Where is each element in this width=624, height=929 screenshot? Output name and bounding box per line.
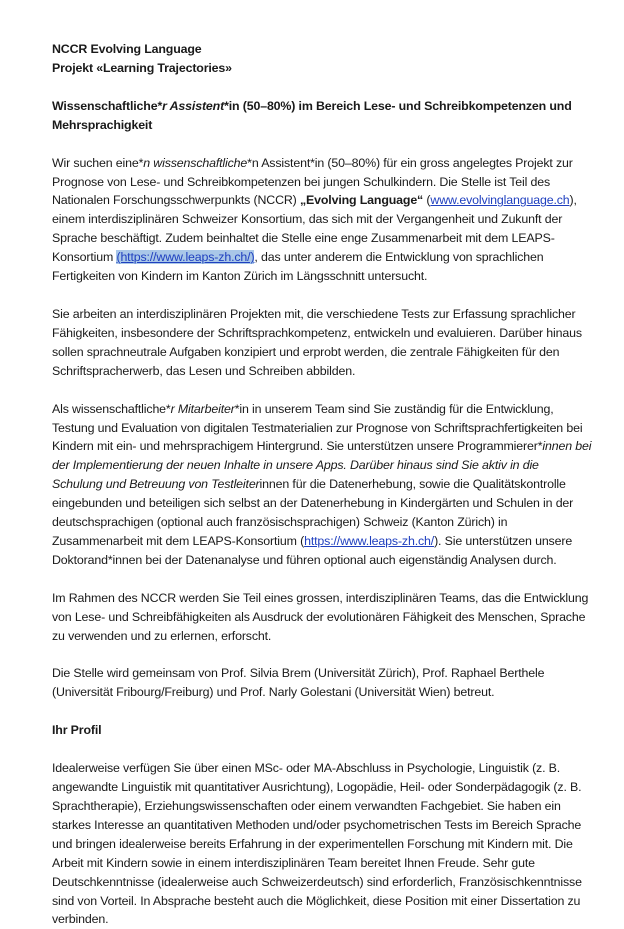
project-title: Projekt «Learning Trajectories» <box>52 60 232 75</box>
text: Wir suchen eine* <box>52 155 144 170</box>
nccr-name: „Evolving Language“ <box>299 193 424 208</box>
role-paragraph <box>52 400 592 570</box>
job-title <box>52 97 592 135</box>
selected-leaps-link[interactable] <box>116 250 254 264</box>
text: ). Sie unterstützen unsere Doktorand*innen bei der Datenanalyse und führen optional auch eigenständig Analysen durch. <box>52 533 573 567</box>
org-title: NCCR Evolving Language <box>52 42 202 56</box>
leaps-link[interactable]: (https://www.leaps-zh.ch/) <box>116 250 255 265</box>
intro-paragraph <box>52 154 592 286</box>
text: , das unter anderem die Entwicklung von sprachlichen Fertigkeiten von Kindern im Kanton Zürich im Längsschnitt untersucht. <box>52 250 544 284</box>
job-title-italic: r Assistent <box>162 98 225 113</box>
team-paragraph: Im Rahmen des NCCR werden Sie Teil eines grossen, interdisziplinären Teams, das die Entwicklung von Lese- und Schreibfähigkeiten als Ausdruck der evolutionären Fähigkeit des Menschen, Sprache zu verwenden und zu erlernen, erforscht. <box>52 590 589 643</box>
job-title-part: Wissenschaftliche* <box>52 98 163 113</box>
text: innen für die Datenerhebung, sowie die Qualitätskontrolle eingebunden und beteiligen sich selbst an der Datenerhebung in Kindergärten und Schulen in der deutschsprachigen (optional auch französischsprachigen) Schweiz (Kanton Zürich) in Zusammenarbeit mit dem LEAPS-Konsortium ( <box>52 477 574 548</box>
evolvinglanguage-link[interactable]: www.evolvinglanguage.ch <box>430 193 570 208</box>
text: *n Assistent*in (50–80%) für ein gross angelegtes Projekt zur Prognose von Lese- und Schreibkompetenzen bei jungen Schulkindern. Die Stelle ist Teil des Nationalen Forschungsschwerpunkts (NCCR) <box>52 155 573 208</box>
job-title-part: *in (50–80%) im Bereich Lese- und Schreibkompetenzen und Mehrsprachigkeit <box>52 98 572 132</box>
text: ( <box>423 193 431 208</box>
text-italic: innen bei der Implementierung der neuen Inhalte in unsere Apps. Darüber hinaus sind Sie aktiv in die Schulung und Betreuung von Testleiter <box>52 439 592 492</box>
text-italic: r Mitarbeiter <box>170 401 235 416</box>
document-page <box>52 40 592 929</box>
tasks-paragraph: Sie arbeiten an interdisziplinären Projekten mit, die verschiedene Tests zur Erfassung sprachlicher Fähigkeiten, insbesondere der Schriftsprachkompetenz, entwickeln und evaluieren. Darüber hinaus sollen sprachneutrale Aufgaben konzipiert und erprobt werden, die zentrale Fähigkeiten für den Schriftspracherwerb, das Lesen und Schreiben abbilden. <box>52 306 582 378</box>
text: Als wissenschaftliche* <box>52 401 171 416</box>
profile-heading: Ihr Profil <box>52 723 102 738</box>
profile-paragraph: Idealerweise verfügen Sie über einen MSc- oder MA-Abschluss in Psychologie, Linguistik (z. B. angewandte Linguistik mit quantitativer Ausrichtung), Logopädie, Heil- oder Sonderpädagogik (z. B. Sprachtherapie), Erziehungswissenschaften oder einem verwandten Fachgebiet. Sie haben ein starkes Interesse an quantitativen Methoden und/oder psychometrischen Tests im Bereich Sprache und bringen idealerweise bereits Erfahrung in der experimentellen Forschung mit Kindern mit. Die Arbeit mit Kindern sowie in einem interdisziplinären Team bereitet Ihnen Freude. Sehr gute Deutschkenntnisse (idealerweise auch Schweizerdeutsch) sind erforderlich, Französischkenntnisse sind von Vorteil. In Absprache besteht auch die Möglichkeit, diese Position mit einer Dissertation zu verbinden. <box>52 761 582 927</box>
text: ), einem interdisziplinären Schweizer Konsortium, das sich mit der Vergangenheit und Zukunft der Sprache beschäftigt. Zudem beinhaltet die Stelle eine enge Zusammenarbeit mit dem LEAPS-Konsortium <box>52 193 577 265</box>
text: *in in unserem Team sind Sie zuständig für die Entwicklung, Testung und Evaluation von digitalen Testmaterialien zur Prognose von Schriftsprachfertigkeiten bei Kindern mit ein- und mehrsprachigem Hintergrund. Sie unterstützen unsere Programmierer* <box>52 401 583 454</box>
leaps-link-2[interactable]: https://www.leaps-zh.ch/ <box>304 533 435 548</box>
supervisors-paragraph: Die Stelle wird gemeinsam von Prof. Silvia Brem (Universität Zürich), Prof. Raphael Berthele (Universität Fribourg/Freiburg) und Prof. Narly Golestani (Universität Wien) betreut. <box>52 666 545 700</box>
text-italic: n wissenschaftliche <box>143 155 248 170</box>
